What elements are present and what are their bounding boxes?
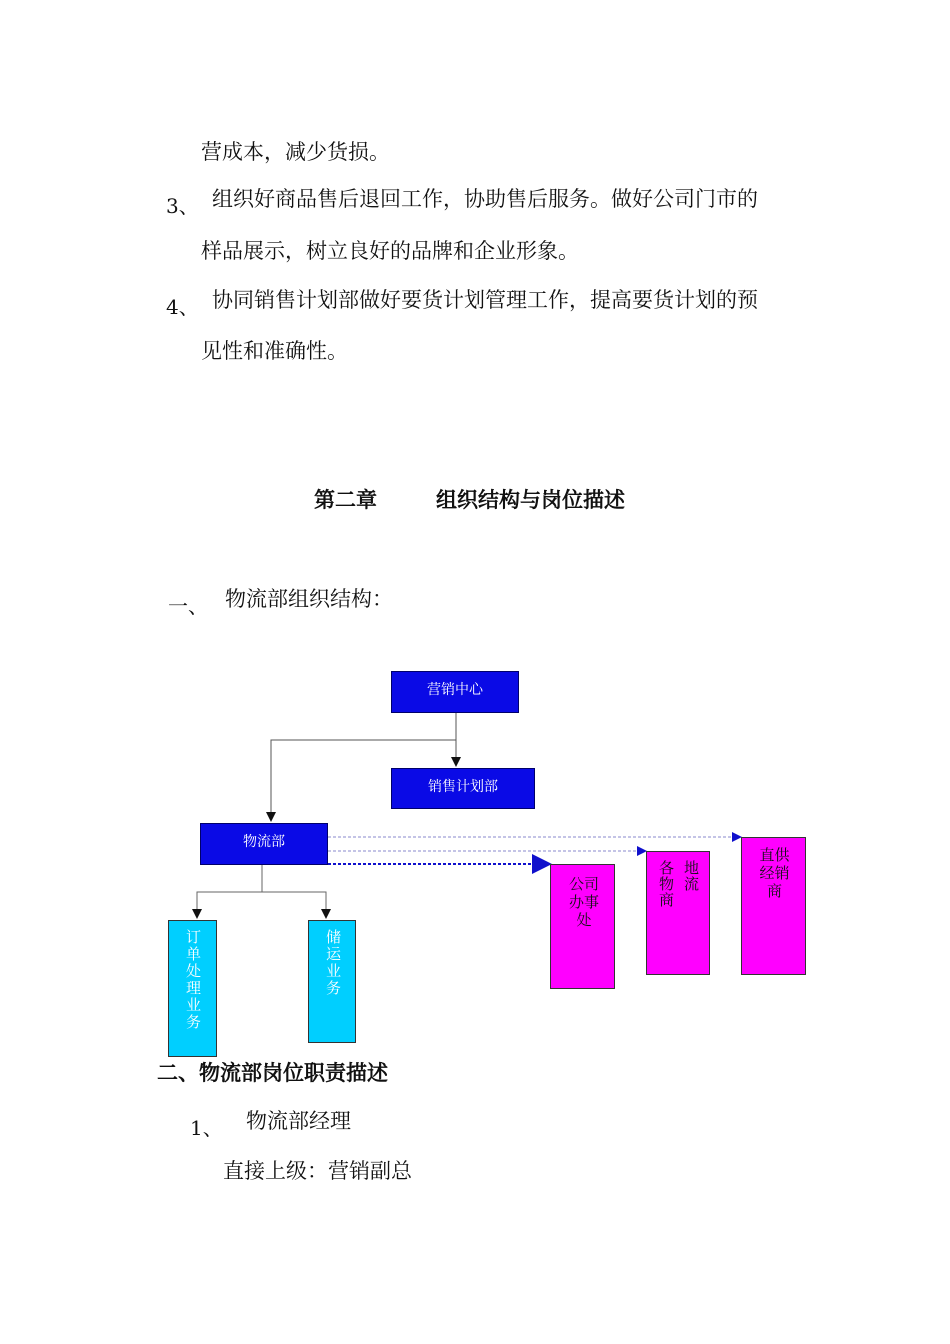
logistics-dept-box: 物流部 [200, 823, 328, 865]
company-office-box [550, 864, 615, 989]
company-office-label: 公司办事处 [568, 875, 599, 929]
order-processing-label: 订单处理业务 [184, 929, 202, 1031]
direct-supply-label [742, 846, 807, 900]
item-3-line-2: 样品展示，树立良好的品牌和企业形象。 [201, 239, 579, 263]
direct-supply-label-line-2: 经销 [759, 864, 790, 882]
order-processing-box [168, 920, 217, 1057]
section-1-number: 一、 [168, 594, 208, 618]
item-4-number: 4、 [166, 295, 199, 319]
local-logistics-label-col1: 各物商 [657, 860, 675, 908]
item-3-line-1: 组织好商品售后退回工作，协助售后服务。做好公司门市的 [212, 187, 758, 211]
connector-logistics-to-storage [262, 892, 326, 918]
chapter-title: 组织结构与岗位描述 [436, 487, 625, 512]
direct-supply-label-line-3: 商 [766, 882, 782, 900]
item-4-line-2: 见性和准确性。 [201, 339, 348, 363]
position-1-superior: 直接上级：营销副总 [223, 1159, 412, 1183]
storage-transport-label: 储运业务 [324, 929, 342, 997]
direct-supply-label-line-1: 直供 [759, 846, 790, 864]
section-1-title: 物流部组织结构： [225, 587, 393, 611]
chapter-number: 第二章 [314, 487, 377, 512]
item-3-number: 3、 [166, 194, 199, 218]
position-1-number: 1、 [190, 1116, 223, 1140]
marketing-center-box: 营销中心 [391, 671, 519, 713]
sales-planning-box: 销售计划部 [391, 768, 535, 809]
position-1-title: 物流部经理 [246, 1109, 351, 1133]
intro-line-1: 营成本，减少货损。 [201, 140, 390, 164]
direct-supply-box [741, 837, 806, 975]
item-4-line-1: 协同销售计划部做好要货计划管理工作，提高要货计划的预 [212, 288, 758, 312]
local-logistics-label-col2: 地流 [682, 860, 700, 892]
connector-logistics-to-order [197, 865, 262, 918]
storage-transport-box [308, 920, 356, 1043]
local-logistics-box [646, 851, 710, 975]
section-2-title: 二、物流部岗位职责描述 [157, 1060, 388, 1085]
